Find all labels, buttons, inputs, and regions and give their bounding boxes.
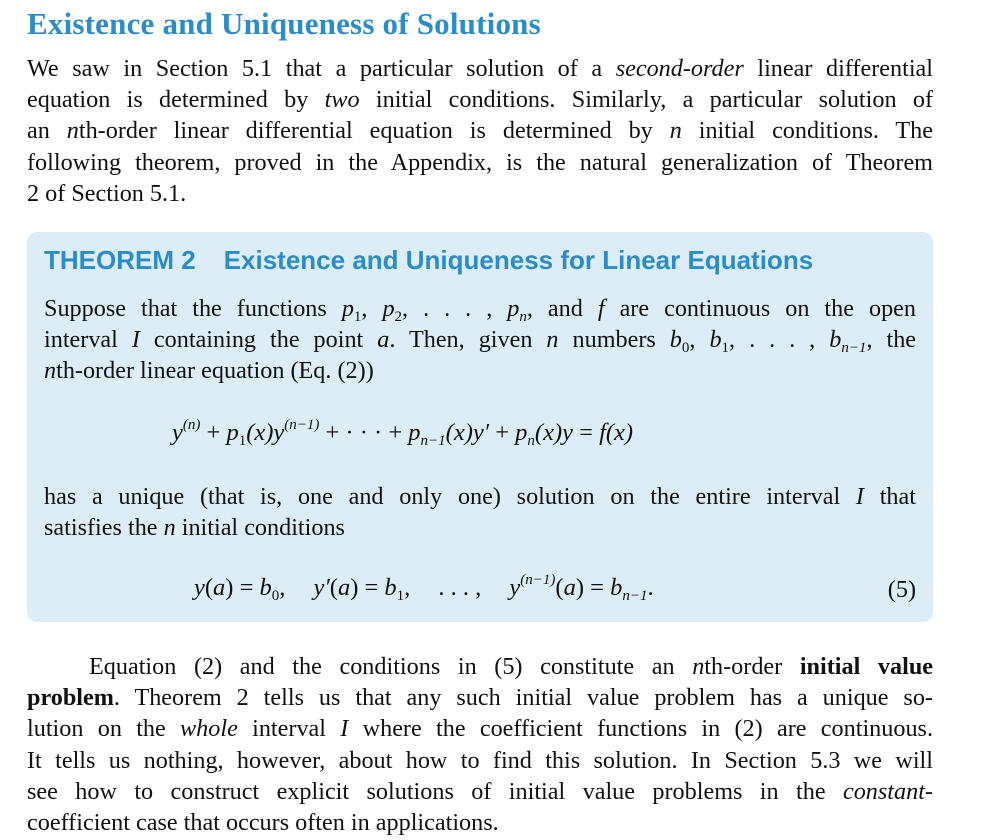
condition-ellipsis: . . . ,: [438, 574, 482, 601]
theorem-line: has a unique (that is, one and only one) solution on the entire interval I that: [44, 483, 916, 510]
outro-line: lution on the whole interval I where the coefficient functions in (2) are continuous.: [27, 715, 933, 743]
initial-conditions: [194, 574, 654, 602]
intro-line: 2 of Section 5.1.: [27, 179, 187, 207]
ode-equation: $y^{(n)} + p_1(x)y^{(n-1)}$ + · · · + $p_{n-1}(x)y' + p_n(x)y = f(x)$: [172, 417, 634, 449]
theorem-line: Suppose that the functions $p_1$, $p_2$, . . . , $p_n$, and f are continuous on the open: [44, 295, 916, 325]
theorem-statement-continued: [44, 481, 916, 543]
outro-line: see how to construct explicit solutions of initial value problems in the constant-: [27, 777, 933, 805]
outro-paragraph: [27, 651, 933, 838]
theorem-statement: [44, 293, 916, 387]
intro-line: We saw in Section 5.1 that a particular solution of a second-order linear differential: [27, 55, 933, 82]
theorem-title: Existence and Uniqueness for Linear Equations: [223, 245, 814, 275]
condition-2: $y'(a) = b_1$,: [313, 574, 411, 604]
theorem-line: nth-order linear equation (Eq. (2)): [44, 357, 374, 385]
section-title: Existence and Uniqueness of Solutions: [27, 6, 541, 41]
theorem-label: THEOREM 2: [44, 245, 196, 275]
intro-line: following theorem, proved in the Appendix, is the natural generalization of Theorem: [27, 148, 933, 176]
outro-line: coefficient case that occurs often in applications.: [27, 808, 499, 836]
condition-n: $y^{(n-1)}(a) = b_{n-1}$.: [509, 572, 654, 604]
theorem-line: satisfies the n initial conditions: [44, 514, 345, 542]
intro-paragraph: [27, 53, 933, 209]
outro-line: problem. Theorem 2 tells us that any such initial value problem has a unique so-: [27, 684, 933, 712]
theorem-line: interval I containing the point a. Then, given n numbers $b_0$, $b_1$, . . . , $b_{n-1}$, the: [44, 326, 917, 357]
condition-1: $y(a) = b_0$,: [194, 574, 286, 604]
outro-line: It tells us nothing, however, about how to find this solution. In Section 5.3 we will: [27, 746, 933, 774]
equation-number: (5): [887, 576, 916, 603]
theorem-heading: [44, 245, 813, 276]
theorem-box: [27, 232, 933, 622]
intro-line: an nth-order linear differential equation is determined by n initial conditions. The: [27, 117, 933, 145]
outro-line: Equation (2) and the conditions in (5) constitute an nth-order initial value: [89, 653, 934, 680]
intro-line: equation is determined by two initial conditions. Similarly, a particular solution of: [27, 86, 933, 114]
